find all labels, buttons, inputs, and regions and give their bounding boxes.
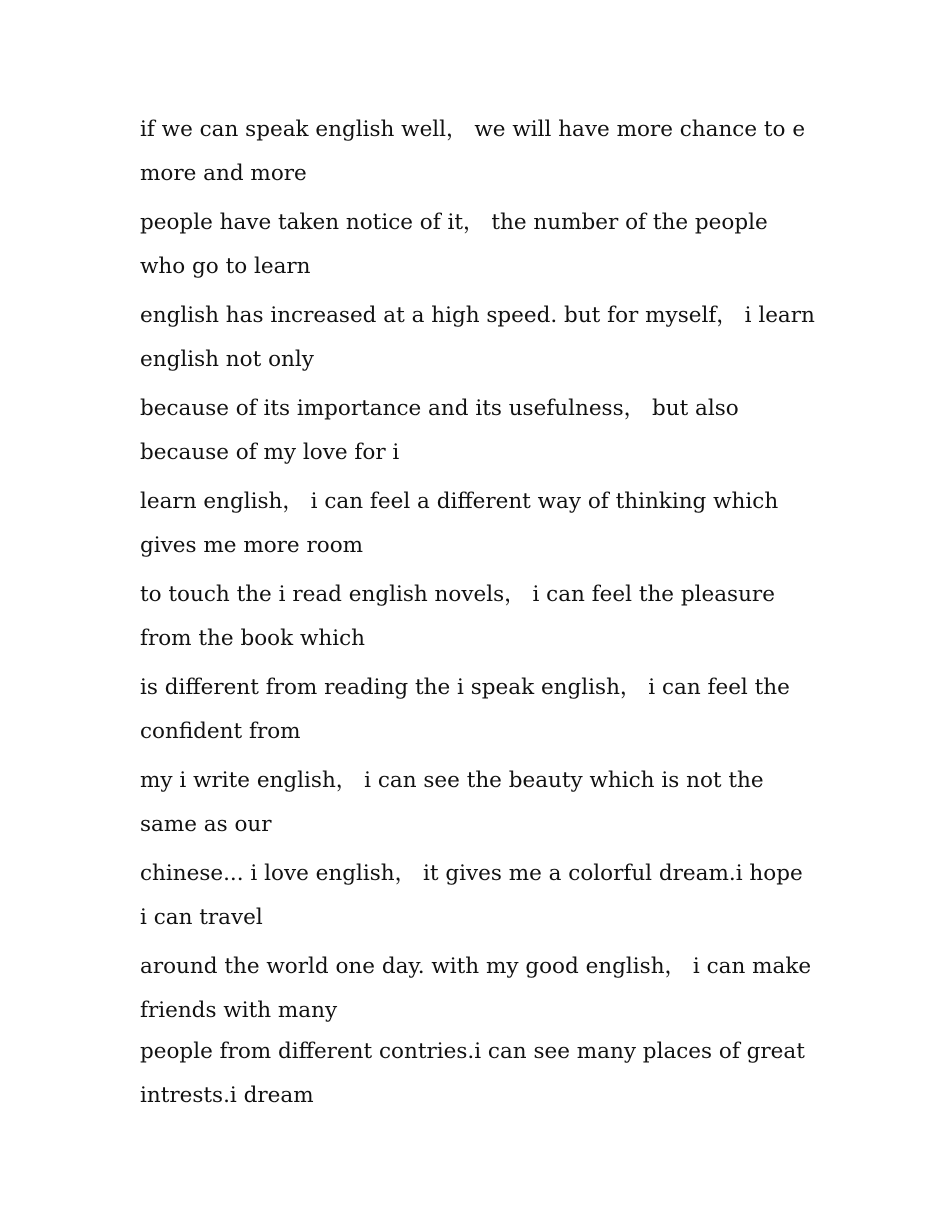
document-body [140,108,815,1123]
paragraph-6: to touch the i read english novels， i can feel the pleasure from the book which [140,582,775,651]
paragraph-2: people have taken notice of it， the number of the people who go to learn [140,210,768,279]
paragraph-8: my i write english， i can see the beauty which is not the same as our [140,768,764,837]
paragraph-10: around the world one day. with my good english， i can make friends with many [140,954,812,1023]
paragraph-11: people from different contries.i can see many places of great intrests.i dream [140,1039,805,1108]
paragraph-9: chinese... i love english， it gives me a colorful dream.i hope i can travel [140,861,803,930]
paragraph-1: if we can speak english well， we will have more chance to e more and more [140,117,806,186]
paragraph-7: is different from reading the i speak english， i can feel the confident from [140,675,790,744]
paragraph-4: because of its importance and its usefulness， but also because of my love for i [140,396,739,465]
paragraph-3: english has increased at a high speed. but for myself， i learn english not only [140,303,815,372]
paragraph-5: learn english， i can feel a different way of thinking which gives me more room [140,489,779,558]
